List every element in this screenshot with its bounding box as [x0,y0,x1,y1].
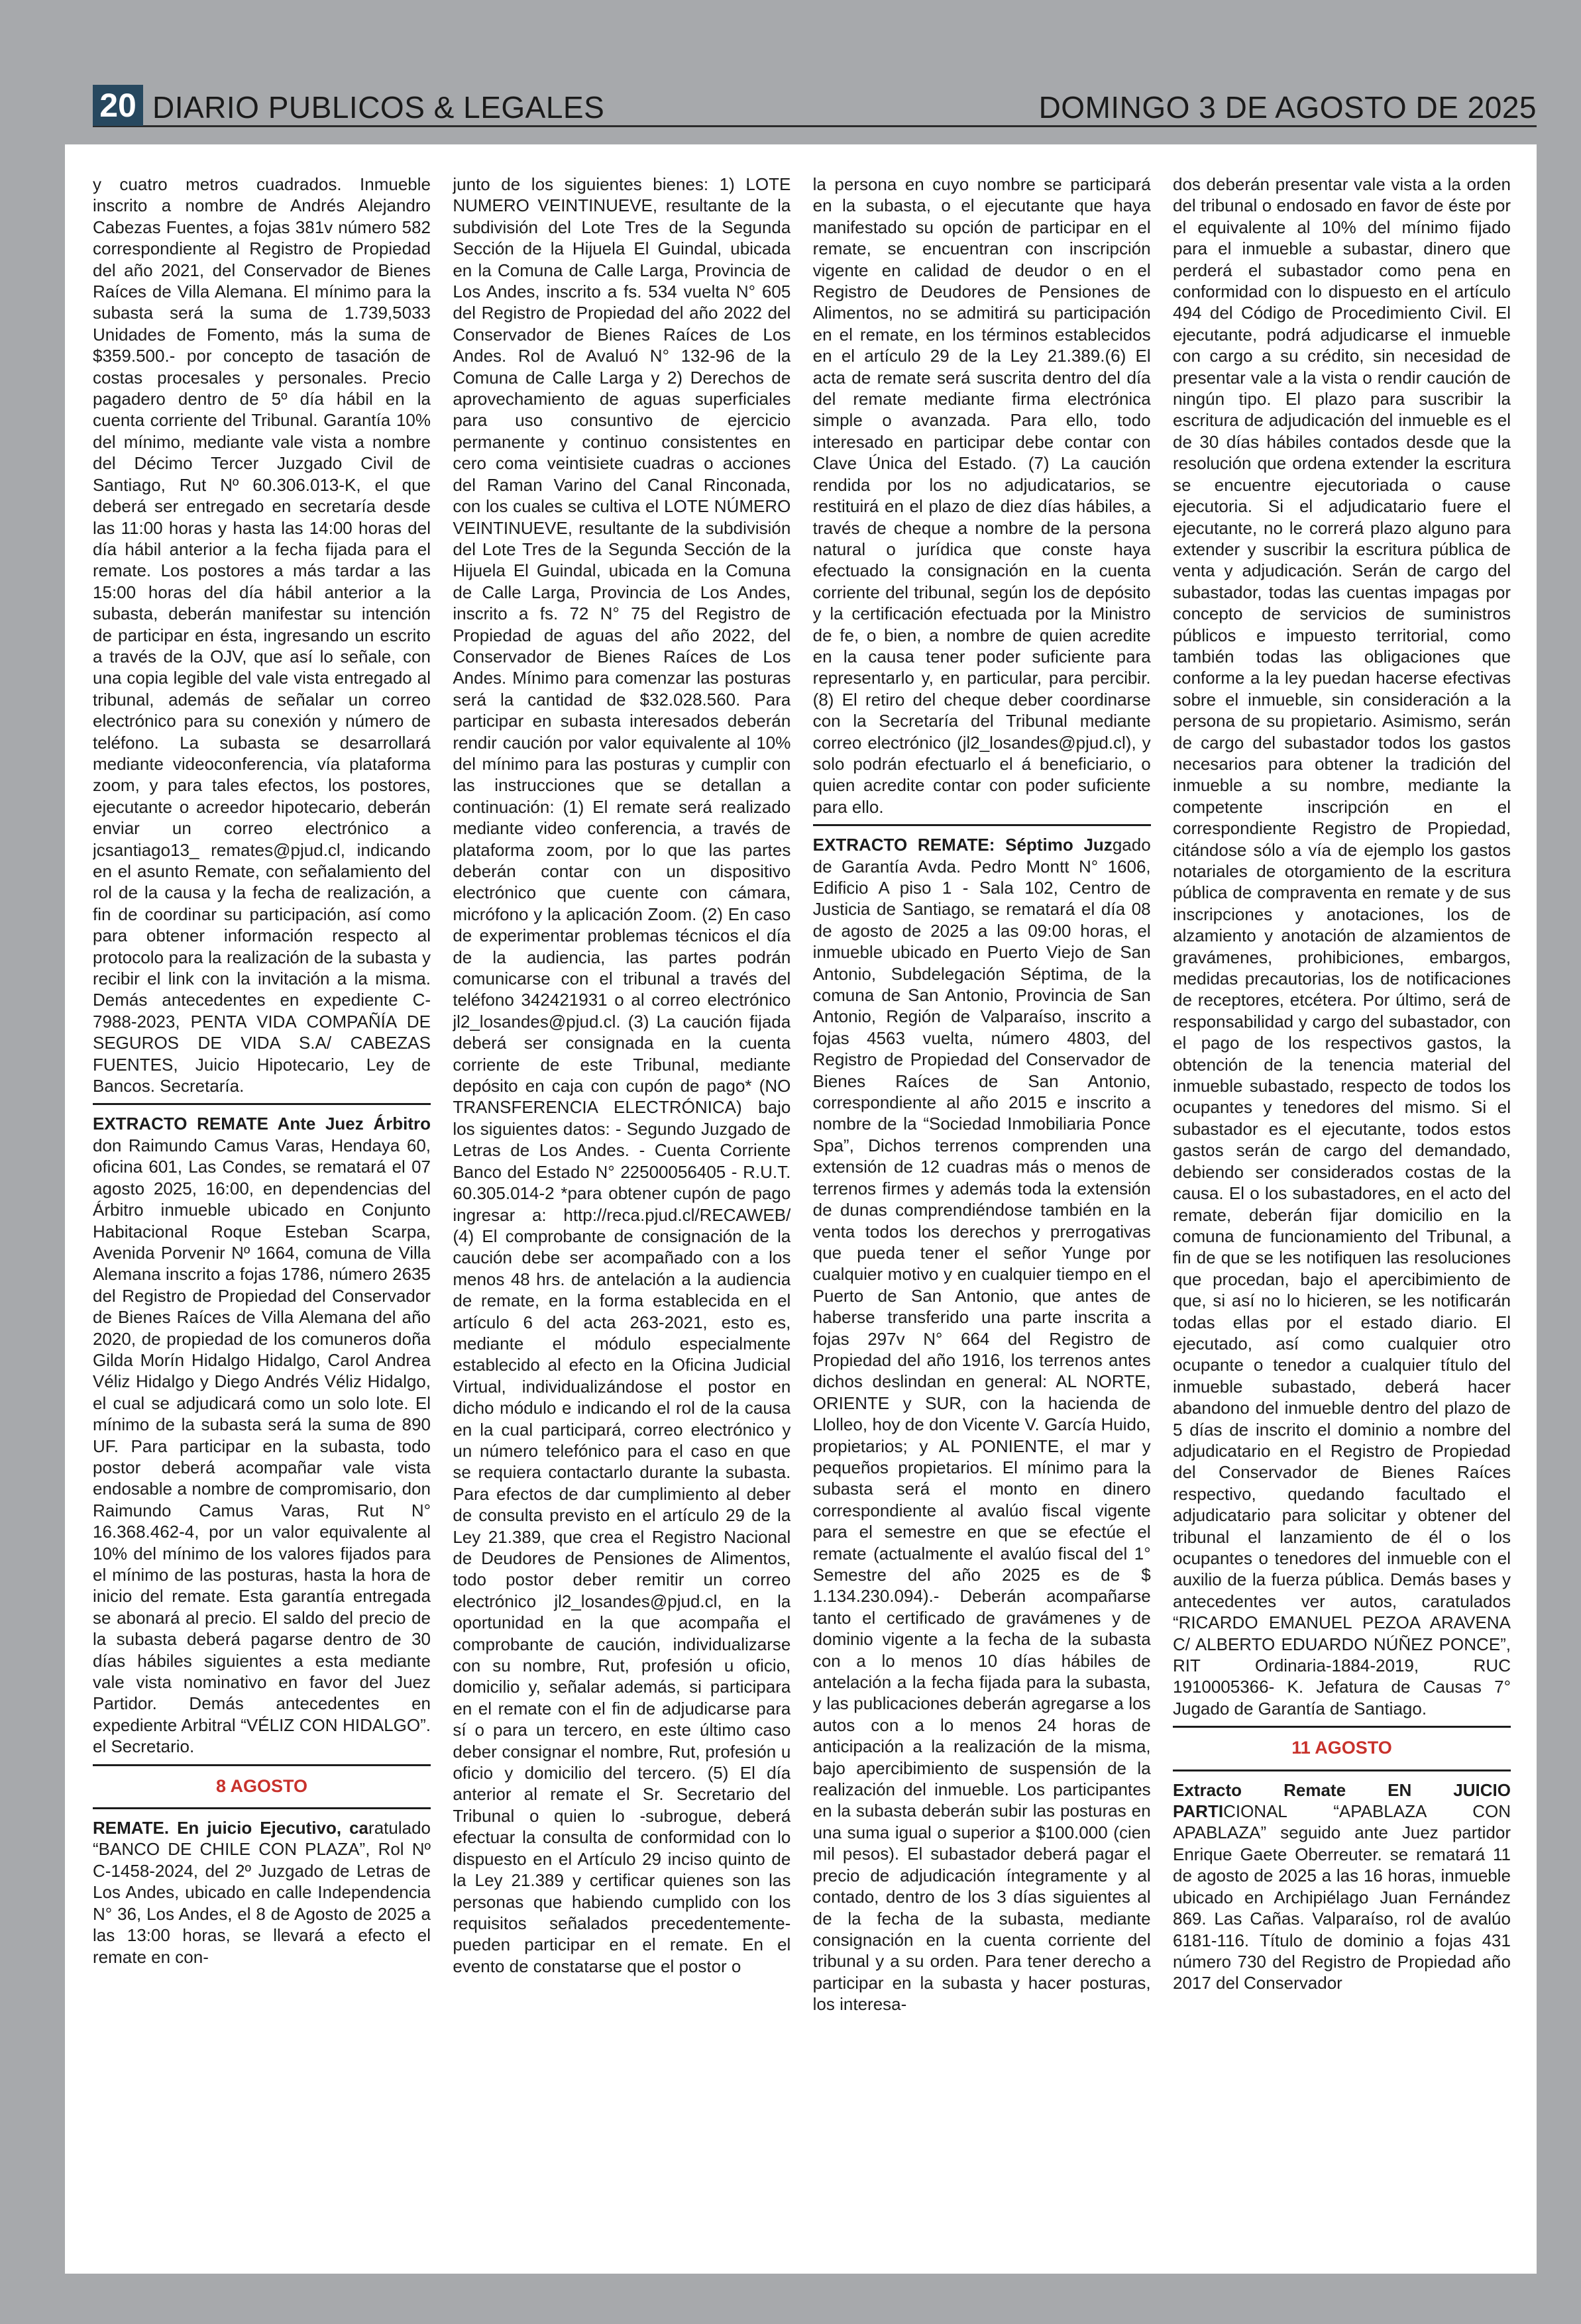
page-sheet [65,144,1537,2274]
column-1 [93,174,431,2254]
page-header [93,85,1537,127]
column-2 [453,174,790,2254]
article-columns [93,174,1511,2254]
legal-notice [93,1113,431,1757]
notice-body: CIONAL “APABLAZA CON APABLAZA” seguido ante Juez partidor Enrique Gaete Oberreuter. se rematará 11 de agosto de 2025 a las 16 horas, inmueble ubicado en Archipiélago Juan Fernández 869. Las Cañas. Valparaíso, rol de avalúo 6181-116. Título de dominio a fojas 431 número 730 del Registro de Propiedad año 2017 del Conservador [1172,1801,1511,1993]
publication-date: DOMINGO 3 DE AGOSTO DE 2025 [1038,90,1537,125]
section-divider [93,1103,431,1105]
section-divider [1173,1726,1511,1728]
notice-lead: EXTRACTO REMATE: Séptimo Juz [812,835,1113,855]
notice-lead: Extracto Remate EN JUICIO PARTI [1172,1779,1511,1822]
legal-notice [1173,1779,1511,1994]
column-3 [813,174,1151,2254]
legal-notice [813,174,1151,818]
section-divider [93,1807,431,1809]
notice-body: la persona en cuyo nombre se participará en la subasta, o el ejecutante que haya manifestado su opción de participar en el remate, se encuentran con inscripción vigente en calidad de deudor o en el Registro de Deudores de Pensiones de Alimentos, no se admitirá su participación en el remate, en los términos establecidos en el artículo 29 de la Ley 21.389.(6) El acta de remate será suscrita dentro del día del remate mediante firma electrónica simple o avanzada. Para ello, todo interesado en participar debe contar con Clave Única del Estado. (7) La caución rendida por los no adjudicatarios, se restituirá en el plazo de diez días hábiles, a través de cheque a nombre de la persona natural o jurídica que conste haya efectuado la consignación en la cuenta corriente del tribunal, según los de depósito y la certificación efectuada por la Ministro de fe, o bien, a nombre de quien acredite en la causa tener poder suficiente para representarlo y, en particular, para percibir. (8) El retiro del cheque deber coordinarse con la Secretaría del Tribunal mediante correo electrónico (jl2_losandes@pjud.cl), y solo podrán efectuarlo el á beneficiario, o quien acredite contar con poder suficiente para ello. [812,174,1151,817]
notice-body: don Raimundo Camus Varas, Hendaya 60, oficina 601, Las Condes, se rematará el 07 agosto 2025, 16:00, en dependencias del Árbitro inmueble ubicado en Conjunto Habitacional Roque Esteban Scarpa, Avenida Porvenir Nº 1664, comuna de Villa Alemana inscrito a fojas 1786, número 2635 del Registro de Propiedad del Conservador de Bienes Raíces de Villa Alemana del año 2020, de propiedad de los comuneros doña Gilda Morín Hidalgo Hidalgo, Carol Andrea Véliz Hidalgo y Diego Andrés Véliz Hidalgo, el cual se adjudicará como un solo lote. El mínimo de la subasta será la suma de 890 UF. Para participar en la subasta, todo postor deberá acompañar vale vista endosable a nombre de compromisario, don Raimundo Camus Varas, Rut N° 16.368.462-4, por un valor equivalente al 10% del mínimo de los valores fijados para el mínimo de las posturas, hasta la hora de inicio del remate. Esta garantía entregada se abonará al precio. El saldo del precio de la subasta deberá pagarse dentro de 30 días hábiles siguientes a esta mediante vale vista nominativo en favor del Juez Partidor. Demás antecedentes en expediente Arbitral “VÉLIZ CON HIDALGO”. el Secretario. [93,1135,431,1757]
page-number: 20 [93,85,143,126]
date-section-heading: 8 AGOSTO [215,1775,308,1796]
publication-title: DIARIO PUBLICOS & LEGALES [152,90,605,125]
notice-body: y cuatro metros cuadrados. Inmueble inscrito a nombre de Andrés Alejandro Cabezas Fuentes, a fojas 381v número 582 correspondiente al Registro de Propiedad del año 2021, del Conservador de Bienes Raíces de Villa Alemana. El mínimo para la subasta será la suma de 1.739,5033 Unidades de Fomento, más la suma de $359.500.- por concepto de tasación de costas procesales y personales. Precio pagadero dentro de 5º día hábil en la cuenta corriente del Tribunal. Garantía 10% del mínimo, mediante vale vista a nombre del Décimo Tercer Juzgado Civil de Santiago, Rut Nº 60.306.013-K, el que deberá ser entregado en secretaría desde las 11:00 horas y hasta las 14:00 horas del día hábil anterior a la fecha fijada para el remate. Los postores a más tardar a las 15:00 horas del día hábil anterior a la subasta, deberán manifestar su intención de participar en ésta, ingresando un escrito a través de la OJV, que así lo señale, con una copia legible del vale vista entregado al tribunal, además de señalar un correo electrónico para su conexión y número de teléfono. La subasta se desarrollará mediante videoconferencia, vía plataforma zoom, y para tales efectos, los postores, ejecutante o acreedor hipotecario, deberán enviar un correo electrónico a jcsantiago13_ remates@pjud.cl, indicando en el asunto Remate, con señalamiento del rol de la causa y la fecha de realización, a fin de coordinar su participación, así como para obtener información respecto al protocolo para la realización de la subasta y recibir el link con la invitación a la misma. Demás antecedentes en expediente C-7988-2023, PENTA VIDA COMPAÑÍA DE SEGUROS DE VIDA S.A/ CABEZAS FUENTES, Juicio Hipotecario, Ley de Bancos. Secretaría. [93,174,431,1096]
column-4 [1173,174,1511,2254]
section-divider [1173,1769,1511,1771]
legal-notice [813,834,1151,2015]
notice-body: ratulado “BANCO DE CHILE CON PLAZA”, Rol Nº C-1458-2024, del 2º Juzgado de Letras de Los Andes, ubicado en calle Independencia N° 36, Los Andes, el 8 de Agosto de 2025 a las 13:00 horas, se llevará a efecto el remate en con- [93,1818,431,1967]
notice-body: dos deberán presentar vale vista a la orden del tribunal o endosado en favor de éste por el equivalente al 10% del mínimo fijado para el inmueble a subastar, dinero que perderá el subastador como pena en conformidad con lo dispuesto en el artículo 494 del Código de Procedimiento Civil. El ejecutante, podrá adjudicarse el inmueble con cargo a su crédito, sin necesidad de presentar vale a la vista o rendir caución de ningún tipo. El plazo para suscribir la escritura de adjudicación del inmueble es el de 30 días hábiles contados desde que la resolución que ordena extender la escritura se encuentre ejecutoriada o cause ejecutoria. Si el adjudicatario fuere el ejecutante, no le correrá plazo alguno para extender y suscribir la escritura pública de venta y adjudicación. Serán de cargo del subastador, todas las cuentas impagas por concepto de servicios de suministros públicos e impuesto territorial, como también todas las obligaciones que conforme a la ley puedan hacerse efectivas sobre el inmueble, sin consideración a la persona de su propietario. Asimismo, serán de cargo del subastador todos los gastos necesarios para obtener la tradición del inmueble a su nombre, mediante la competente inscripción en el correspondiente Registro de Propiedad, citándose sólo a vía de ejemplo los gastos notariales de otorgamiento de la escritura pública de compraventa en remate y de sus inscripciones y anotaciones, los de alzamiento y anotación de alzamientos de gravámenes, prohibiciones, embargos, medidas precautorias, los de notificaciones de receptores, etcétera. Por último, será de responsabilidad y cargo del subastador, con el pago de los respectivos gastos, la obtención de la tenencia material del inmueble subastado, respecto de todos los ocupantes y tenedores del mismo. Si el subastador es el ejecutante, todos estos gastos serán de cargo del demandado, debiendo ser considerados costas de la causa. El o los subastadores, en el acto del remate, deberán fijar domicilio en la comuna de funcionamiento del Tribunal, a fin de que se les notifiquen las resoluciones que procedan, bajo el apercibimiento de que, si así no lo hicieren, se les notificarán todas ellas por el estado diario. El ejecutado, así como cualquier otro ocupante o tenedor a cualquier título del inmueble subastado, deberá hacer abandono del inmueble dentro del plazo de 5 días de inscrito el dominio a nombre del adjudicatario en el Registro de Propiedad del Conservador de Bienes Raíces respectivo, quedando facultado el adjudicatario para solicitar y obtener del tribunal el lanzamiento de él o los ocupantes o tenedores del inmueble con el auxilio de la fuerza pública. Demás bases y antecedentes ver autos, caratulados “RICARDO EMANUEL PEZOA ARAVENA C/ ALBERTO EDUARDO NÚÑEZ PONCE”, RIT Ordinaria-1884-2019, RUC 1910005366- K. Jefatura de Causas 7° Jugado de Garantía de Santiago. [1172,174,1511,1718]
legal-notice [93,174,431,1096]
notice-lead: REMATE. En juicio Ejecutivo, ca [93,1818,369,1838]
legal-notice [453,174,790,1977]
date-section-heading: 11 AGOSTO [1291,1738,1392,1758]
notice-lead: EXTRACTO REMATE Ante Juez Árbitro [93,1114,431,1134]
section-divider [813,824,1151,826]
notice-body: gado de Garantía Avda. Pedro Montt N° 1606, Edificio A piso 1 - Sala 102, Centro de Justicia de Santiago, se rematará el día 08 de agosto de 2025 a las 09:00 horas, el inmueble ubicado en Puerto Viejo de San Antonio, Subdelegación Séptima, de la comuna de San Antonio, Provincia de San Antonio, Región de Valparaíso, inscrito a fojas 4563 vuelta, número 4803, del Registro de Propiedad del Conservador de Bienes Raíces de San Antonio, correspondiente al año 2015 e inscrito a nombre de la “Sociedad Inmobiliaria Ponce Spa”, Dichos terrenos comprenden una extensión de 12 cuadras más o menos de terrenos firmes y además toda la extensión de dunas comprendiéndose también en la venta todos los derechos y prerrogativas que pueda tener el señor Yunge por cualquier motivo y en cualquier tiempo en el Puerto de San Antonio, que antes de haberse transferido una parte inscrita a fojas 297v N° 664 del Registro de Propiedad del año 1916, los terrenos antes dichos deslindan en general: AL NORTE, ORIENTE y SUR, con la hacienda de Llolleo, hoy de don Vicente V. García Huido, propietarios; y AL PONIENTE, el mar y pequeños propietarios. El mínimo para la subasta será el monto en dinero correspondiente al avalúo fiscal vigente para el semestre en que se efectúe el remate (actualmente el avalúo fiscal del 1° Semestre del año 2025 es de $ 1.134.230.094).- Deberán acompañarse tanto el certificado de gravámenes y de dominio vigente a la fecha de la subasta con a lo menos 10 días hábiles de antelación a la fecha fijada para la subasta, y las publicaciones deberán agregarse a los autos con a lo menos 24 horas de anticipación a la realización de la misma, bajo apercibimiento de suspensión de la realización del inmueble. Los participantes en la subasta deberán subir las posturas en una suma igual o superior a $100.000 (cien mil pesos). El subastador deberá pagar el precio de adjudicación íntegramente y al contado, dentro de los 3 días siguientes al de la fecha de la subasta, mediante consignación en la cuenta corriente del tribunal y a su orden. Para tener derecho a participar en la subasta y hacer posturas, los interesa- [812,835,1151,2015]
section-divider [93,1764,431,1766]
notice-body: junto de los siguientes bienes: 1) LOTE NUMERO VEINTINUEVE, resultante de la subdivisión del Lote Tres de la Segunda Sección de la Hijuela El Guindal, ubicada en la Comuna de Calle Larga, Provincia de Los Andes, inscrito a fs. 534 vuelta N° 605 del Registro de Propiedad del año 2022 del Conservador de Bienes Raíces de Los Andes. Rol de Avaluó N° 132-96 de la Comuna de Calle Larga y 2) Derechos de aprovechamiento de aguas superficiales para uso consuntivo de ejercicio permanente y continuo consistentes en cero coma veintisiete cuadras o acciones del Raman Varino del Canal Rinconada, con los cuales se cultiva el LOTE NÚMERO VEINTINUEVE, resultante de la subdivisión del Lote Tres de la Segunda Sección de la Hijuela El Guindal, ubicada en la Comuna de Calle Larga, Provincia de Los Andes, inscrito a fs. 72 N° 75 del Registro de Propiedad de aguas del año 2022, del Conservador de Bienes Raíces de Los Andes. Mínimo para comenzar las posturas será la cantidad de $32.028.560. Para participar en subasta interesados deberán rendir caución por valor equivalente al 10% del mínimo para las posturas y cumplir con las instrucciones que se detallan a continuación: (1) El remate será realizado mediante video conferencia, a través de plataforma zoom, por lo que las partes deberán contar con un dispositivo electrónico que cuente con cámara, micrófono y la aplicación Zoom. (2) En caso de experimentar problemas técnicos el día de la audiencia, las partes podrán comunicarse con el tribunal a través del teléfono 342421931 o al correo electrónico jl2_losandes@pjud.cl. (3) La caución fijada deberá ser consignada en la cuenta corriente de este Tribunal, mediante depósito en caja con cupón de pago* (NO TRANSFERENCIA ELECTRÓNICA) bajo los siguientes datos: - Segundo Juzgado de Letras de Los Andes. - Cuenta Corriente Banco del Estado N° 22500056405 - R.U.T. 60.305.014-2 *para obtener cupón de pago ingresar a: http://reca.pjud.cl/RECAWEB/ (4) El comprobante de consignación de la caución debe ser acompañado con a los menos 48 hrs. de antelación a la audiencia de remate, en la forma establecida en el artículo 6 del acta 263-2021, esto es, mediante el módulo especialmente establecido al efecto en la Oficina Judicial Virtual, individualizándose el postor en dicho módulo e indicando el rol de la causa en la cual participará, correo electrónico y un número telefónico para el caso en que se requiera contactarlo durante la subasta. Para efectos de dar cumplimiento al deber de consulta previsto en el artículo 29 de la Ley 21.389, que crea el Registro Nacional de Deudores de Pensiones de Alimentos, todo postor deber remitir un correo electrónico jl2_losandes@pjud.cl, en la oportunidad en la que acompaña el comprobante de caución, individualizarse con su nombre, Rut, profesión u oficio, domicilio y, señalar además, si participara en el remate con el fin de adjudicarse para sí o para un tercero, en este último caso deber consignar el nombre, Rut, profesión u oficio y domicilio del tercero. (5) El día anterior al remate el Sr. Secretario del Tribunal o quien lo -subrogue, deberá efectuar la consulta de conformidad con lo dispuesto en el Artículo 29 inciso quinto de la Ley 21.389 y certificar quienes son las personas que habiendo cumplido con los requisitos señalados precedentemente-pueden participar en el remate. En el evento de constatarse que el postor o [453,174,791,1976]
legal-notice [1173,174,1511,1719]
legal-notice [93,1817,431,1968]
